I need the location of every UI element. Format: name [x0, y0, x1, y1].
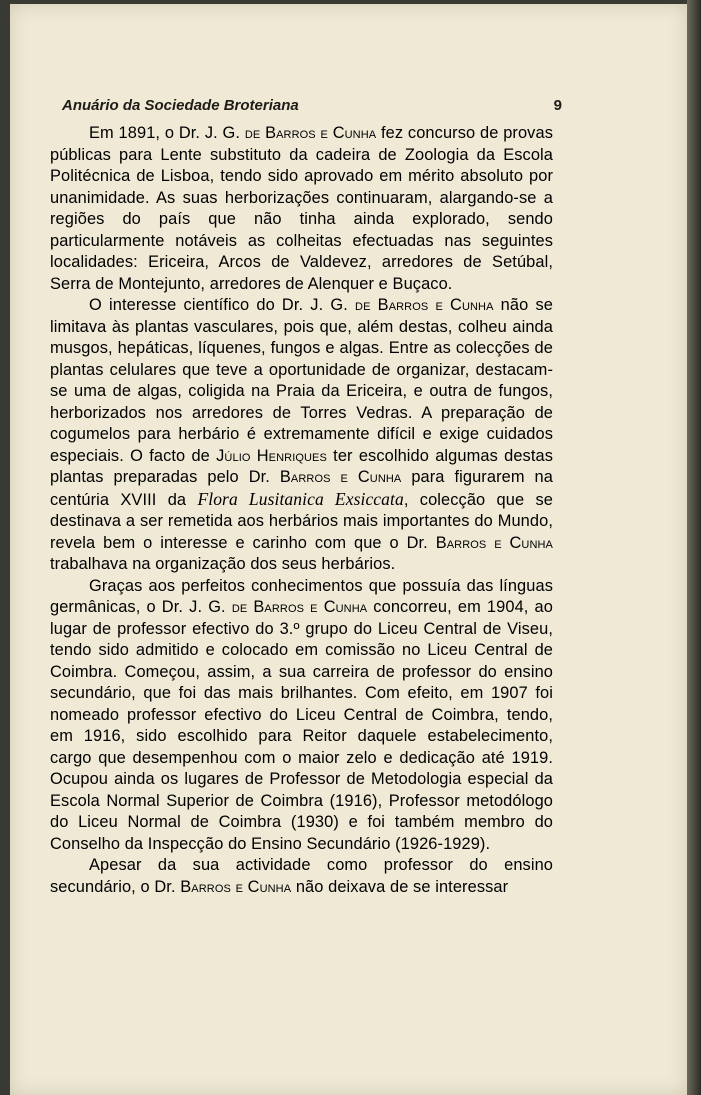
paragraph: [50, 855, 553, 898]
person-name: de Barros e Cunha: [231, 598, 368, 616]
text-run: ter escolhido algumas destas plantas preparadas pelo Dr.: [50, 446, 553, 486]
page-edge-shadow: [687, 0, 701, 1095]
person-name: Barros e Cunha: [279, 468, 402, 486]
person-name: Júlio Henriques: [216, 446, 327, 465]
work-title: Flora Lusitanica Exsiccata: [197, 488, 404, 509]
paragraph: [50, 123, 553, 295]
text-run: Em 1891, o Dr. J. G.: [89, 124, 245, 142]
text-run: trabalhava na organização dos seus herbários.: [50, 555, 396, 573]
text-run: não se limitava às plantas vasculares, pois que, além destas, colheu ainda musgos, hepáticas, líquenes, fungos e algas. Entre as colecções de plantas celulares que teve a oportunidade de organizar, destacam-se uma de algas, coligida na Praia da Ericeira, e outra de fungos, herborizados nos arredores de Torres Vedras. A preparação de cogumelos para herbário é extremamente difícil e exige cuidados especiais. O facto de: [50, 296, 553, 465]
text-run: Graças aos perfeitos conhecimentos que possuía das línguas germânicas, o Dr. J. G.: [50, 576, 553, 616]
person-name: de Barros e Cunha: [355, 296, 494, 314]
text-run: O interesse científico do Dr. J. G.: [89, 296, 356, 314]
text-run: não deixava de se interessar: [291, 877, 509, 896]
person-name: Barros e Cunha: [180, 877, 292, 896]
running-title: Anuário da Sociedade Broteriana: [62, 97, 299, 114]
person-name: de Barros e Cunha: [244, 124, 377, 142]
body-text: [50, 123, 553, 898]
person-name: Barros e Cunha: [435, 533, 553, 552]
page-number: 9: [553, 97, 562, 114]
text-run: , colecção que se destinava a ser remetida aos herbários mais importantes do Mundo, revela bem o interesse e carinho com que o Dr.: [50, 490, 554, 552]
paragraph: [50, 295, 553, 576]
text-run: Apesar da sua actividade como professor do ensino secundário, o Dr.: [50, 856, 553, 896]
running-header: [62, 97, 562, 119]
text-run: fez concurso de provas públicas para Lente substituto da cadeira de Zoologia da Escola Politécnica de Lisboa, tendo sido aprovado em mérito absoluto por unanimidade. As suas herborizações continuaram, alargando-se a regiões do país que não tinha ainda explorado, sendo particularmente notáveis as colheitas efectuadas nas seguintes localidades: Ericeira, Arcos de Valdevez, arredores de Setúbal, Serra de Montejunto, arredores de Alenquer e Buçaco.: [50, 124, 553, 293]
text-run: para figurarem na centúria XVIII da: [50, 468, 553, 509]
paragraph: [50, 576, 553, 856]
text-run: concorreu, em 1904, ao lugar de professor efectivo do 3.º grupo do Liceu Central de Viseu, tendo sido admitido e colocado em comissão no Liceu Central de Coimbra. Começou, assim, a sua carreira de professor do ensino secundário, que foi das mais brilhantes. Com efeito, em 1907 foi nomeado professor efectivo do Liceu Central de Coimbra, tendo, em 1916, sido escolhido para Reitor daquele estabelecimento, cargo que desempenhou com o maior zelo e dedicação até 1919. Ocupou ainda os lugares de Professor de Metodologia especial da Escola Normal Superior de Coimbra (1916), Professor metodólogo do Liceu Normal de Coimbra (1930) e foi também membro do Conselho da Inspecção do Ensino Secundário (1926-1929).: [50, 598, 553, 853]
